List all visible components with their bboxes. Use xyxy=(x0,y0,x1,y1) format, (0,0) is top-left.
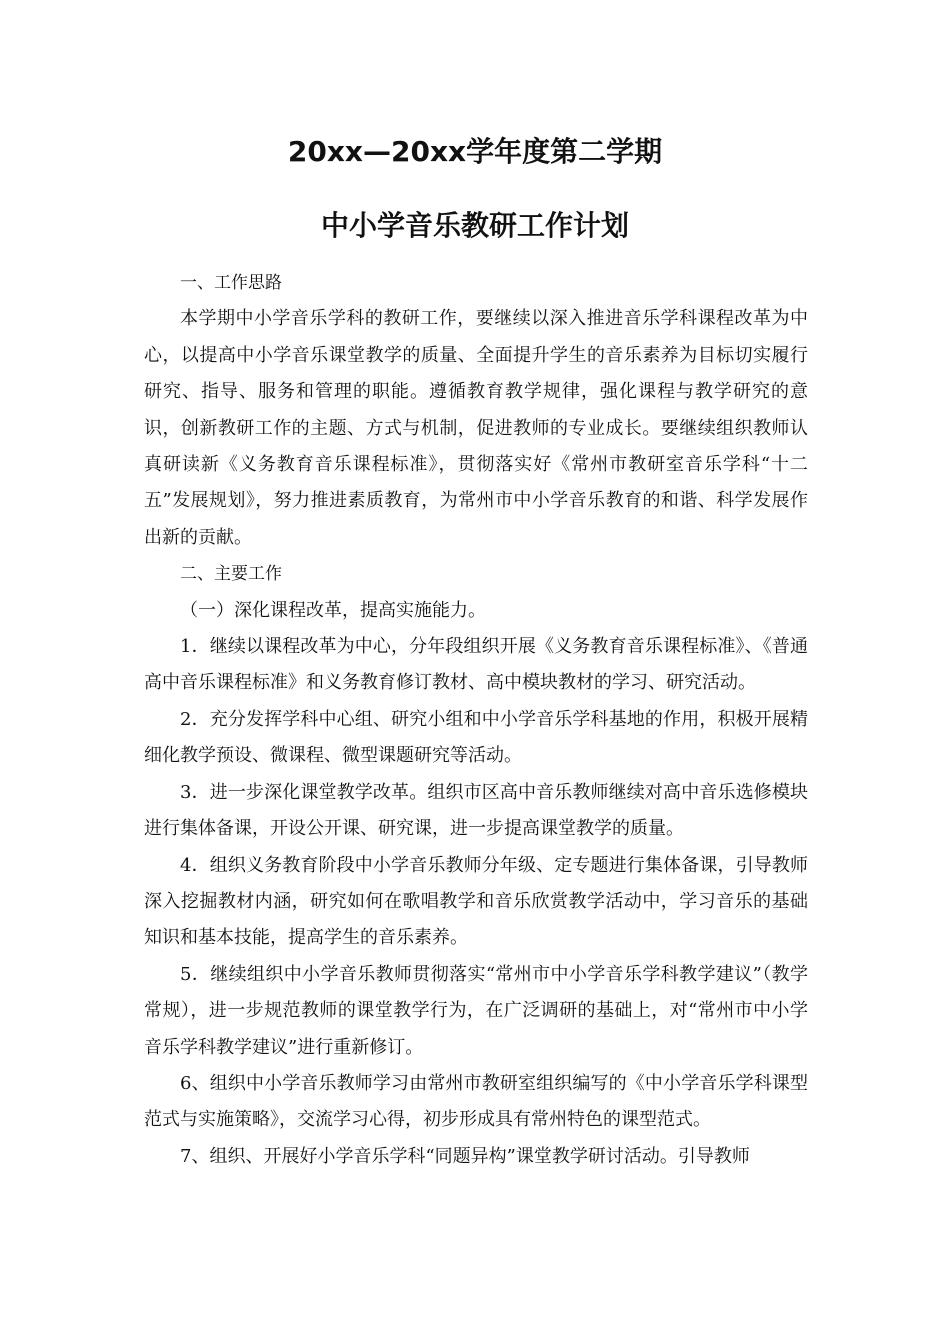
subsection-heading-deepen-reform: （一）深化课程改革，提高实施能力。 xyxy=(180,599,486,621)
document-body xyxy=(144,265,808,1175)
paragraph-item-6: 6、组织中小学音乐教师学习由常州市教研室组织编写的《中小学音乐学科课型范式与实施策略》，交流学习心得，初步形成具有常州特色的课型范式。 xyxy=(144,1072,808,1131)
paragraph-work-ideas: 本学期中小学音乐学科的教研工作，要继续以深入推进音乐学科课程改革为中心，以提高中小学音乐课堂教学的质量、全面提升学生的音乐素养为目标切实履行研究、指导、服务和管理的职能。遵循教育教学规律，强化课程与教学研究的意识，创新教研工作的主题、方式与机制，促进教师的专业成长。要继续组织教师认真研读新《义务教育音乐课程标准》，贯彻落实好《常州市教研室音乐学科“十二五”发展规划》，努力推进素质教育，为常州市中小学音乐教育的和谐、科学发展作出新的贡献。 xyxy=(144,308,808,548)
paragraph-item-5: 5．继续组织中小学音乐教师贯彻落实“常州市中小学音乐学科教学建议”（教学常规），进一步规范教师的课堂教学行为，在广泛调研的基础上，对“常州市中小学音乐学科教学建议”进行重新修订。 xyxy=(144,963,808,1058)
document-title-line1: 20xx—20xx学年度第二学期 xyxy=(287,135,663,168)
paragraph-item-7: 7、组织、开展好小学音乐学科“同题异构”课堂教学研讨活动。引导教师 xyxy=(180,1145,750,1167)
paragraph-item-3: 3．进一步深化课堂教学改革。组织市区高中音乐教师继续对高中音乐选修模块进行集体备课，开设公开课、研究课，进一步提高课堂教学的质量。 xyxy=(144,781,808,840)
document-title-line2: 中小学音乐教研工作计划 xyxy=(320,209,629,242)
section-heading-work-ideas: 一、工作思路 xyxy=(180,273,282,293)
paragraph-item-4: 4．组织义务教育阶段中小学音乐教师分年级、定专题进行集体备课，引导教师深入挖掘教材内涵，研究如何在歌唱教学和音乐欣赏教学活动中，学习音乐的基础知识和基本技能，提高学生的音乐素养。 xyxy=(144,854,808,949)
section-heading-main-work: 二、主要工作 xyxy=(180,564,282,585)
paragraph-item-2: 2．充分发挥学科中心组、研究小组和中小学音乐学科基地的作用，积极开展精细化教学预设、微课程、微型课题研究等活动。 xyxy=(144,708,808,767)
paragraph-item-1: 1．继续以课程改革为中心，分年段组织开展《义务教育音乐课程标准》、《普通高中音乐课程标准》和义务教育修订教材、高中模块教材的学习、研究活动。 xyxy=(144,636,808,694)
